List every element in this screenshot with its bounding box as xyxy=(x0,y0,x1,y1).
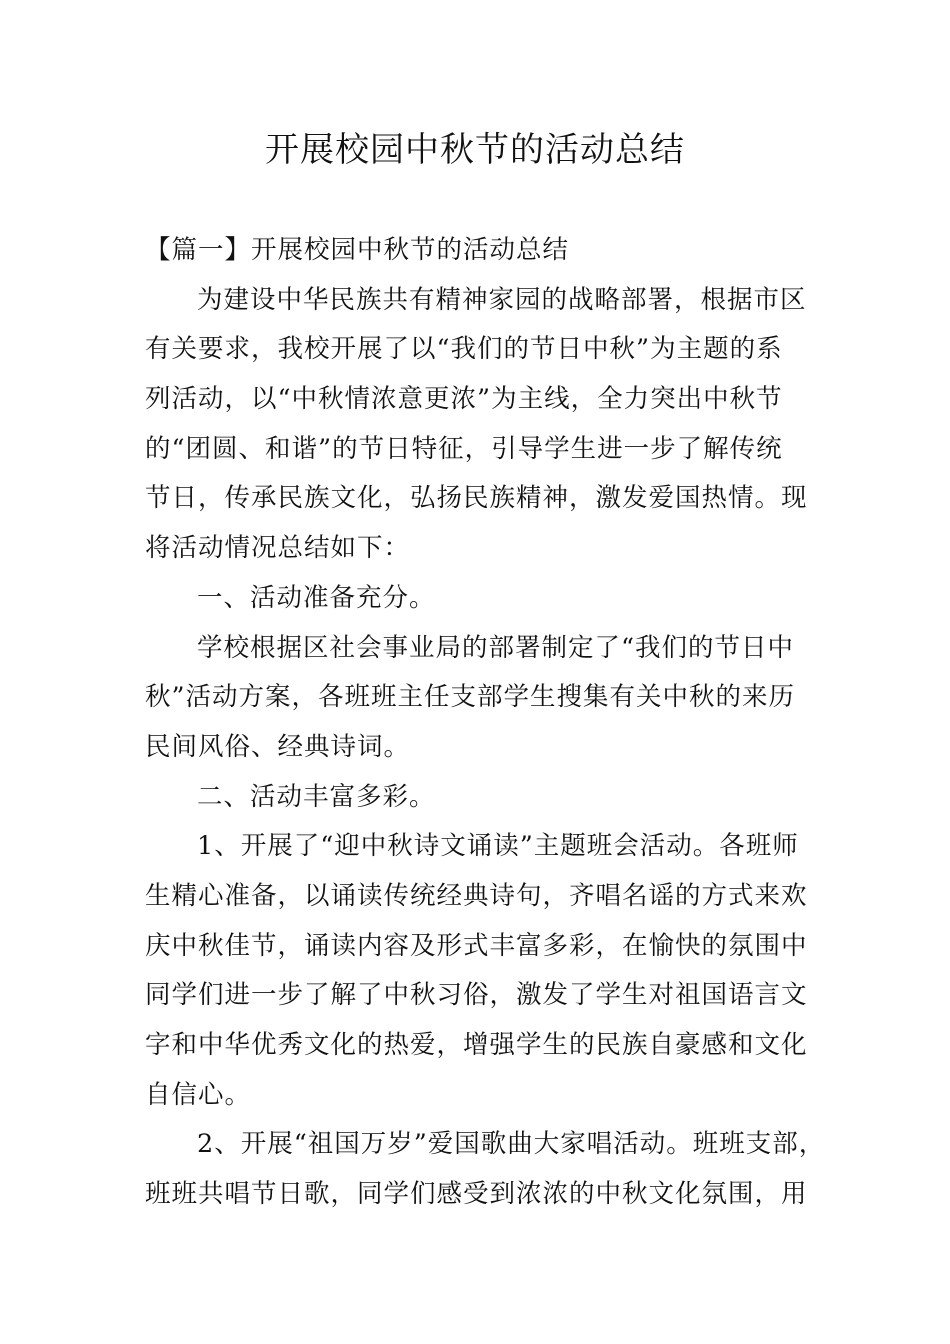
subheading-line: 二、活动丰富多彩。 xyxy=(197,781,436,812)
text-line: 秋”活动方案，各班班主任支部学生搜集有关中秋的来历 xyxy=(145,682,796,713)
text-line: 学校根据区社会事业局的部署制定了“我们的节日中 xyxy=(197,632,795,663)
text-line: 将活动情况总结如下： xyxy=(145,533,411,564)
text-line: 字和中华优秀文化的热爱，增强学生的民族自豪感和文化 xyxy=(145,1030,808,1060)
document-body xyxy=(145,226,825,1220)
text-line: 列活动，以“中秋情浓意更浓”为主线，全力突出中秋节 xyxy=(145,384,783,415)
text-line: 自信心。 xyxy=(145,1079,252,1110)
text-line: 1、开展了“迎中秋诗文诵读”主题班会活动。各班师 xyxy=(197,831,799,862)
text-line: 有关要求，我校开展了以“我们的节日中秋”为主题的系 xyxy=(145,334,783,365)
text-line: 的“团圆、和谐”的节日特征，引导学生进一步了解传统 xyxy=(145,433,783,464)
text-line: 同学们进一步了解了中秋习俗，激发了学生对祖国语言文 xyxy=(145,980,808,1011)
text-line: 节日，传承民族文化，弘扬民族精神，激发爱国热情。现 xyxy=(145,483,808,514)
text-line: 生精心准备，以诵读传统经典诗句，齐唱名谣的方式来欢 xyxy=(145,880,808,911)
section-heading: 【篇一】开展校园中秋节的活动总结 xyxy=(145,235,570,265)
text-line: 民间风俗、经典诗词。 xyxy=(145,731,411,762)
text-line: 班班共唱节日歌，同学们感受到浓浓的中秋文化氛围，用 xyxy=(145,1179,808,1210)
text-line: 2、开展“祖国万岁”爱国歌曲大家唱活动。班班支部， xyxy=(197,1129,826,1160)
text-line: 庆中秋佳节，诵读内容及形式丰富多彩，在愉快的氛围中 xyxy=(145,930,808,961)
subheading-line: 一、活动准备充分。 xyxy=(197,582,436,613)
document-title: 开展校园中秋节的活动总结 xyxy=(265,130,685,170)
text-line: 为建设中华民族共有精神家园的战略部署，根据市区 xyxy=(197,284,807,315)
